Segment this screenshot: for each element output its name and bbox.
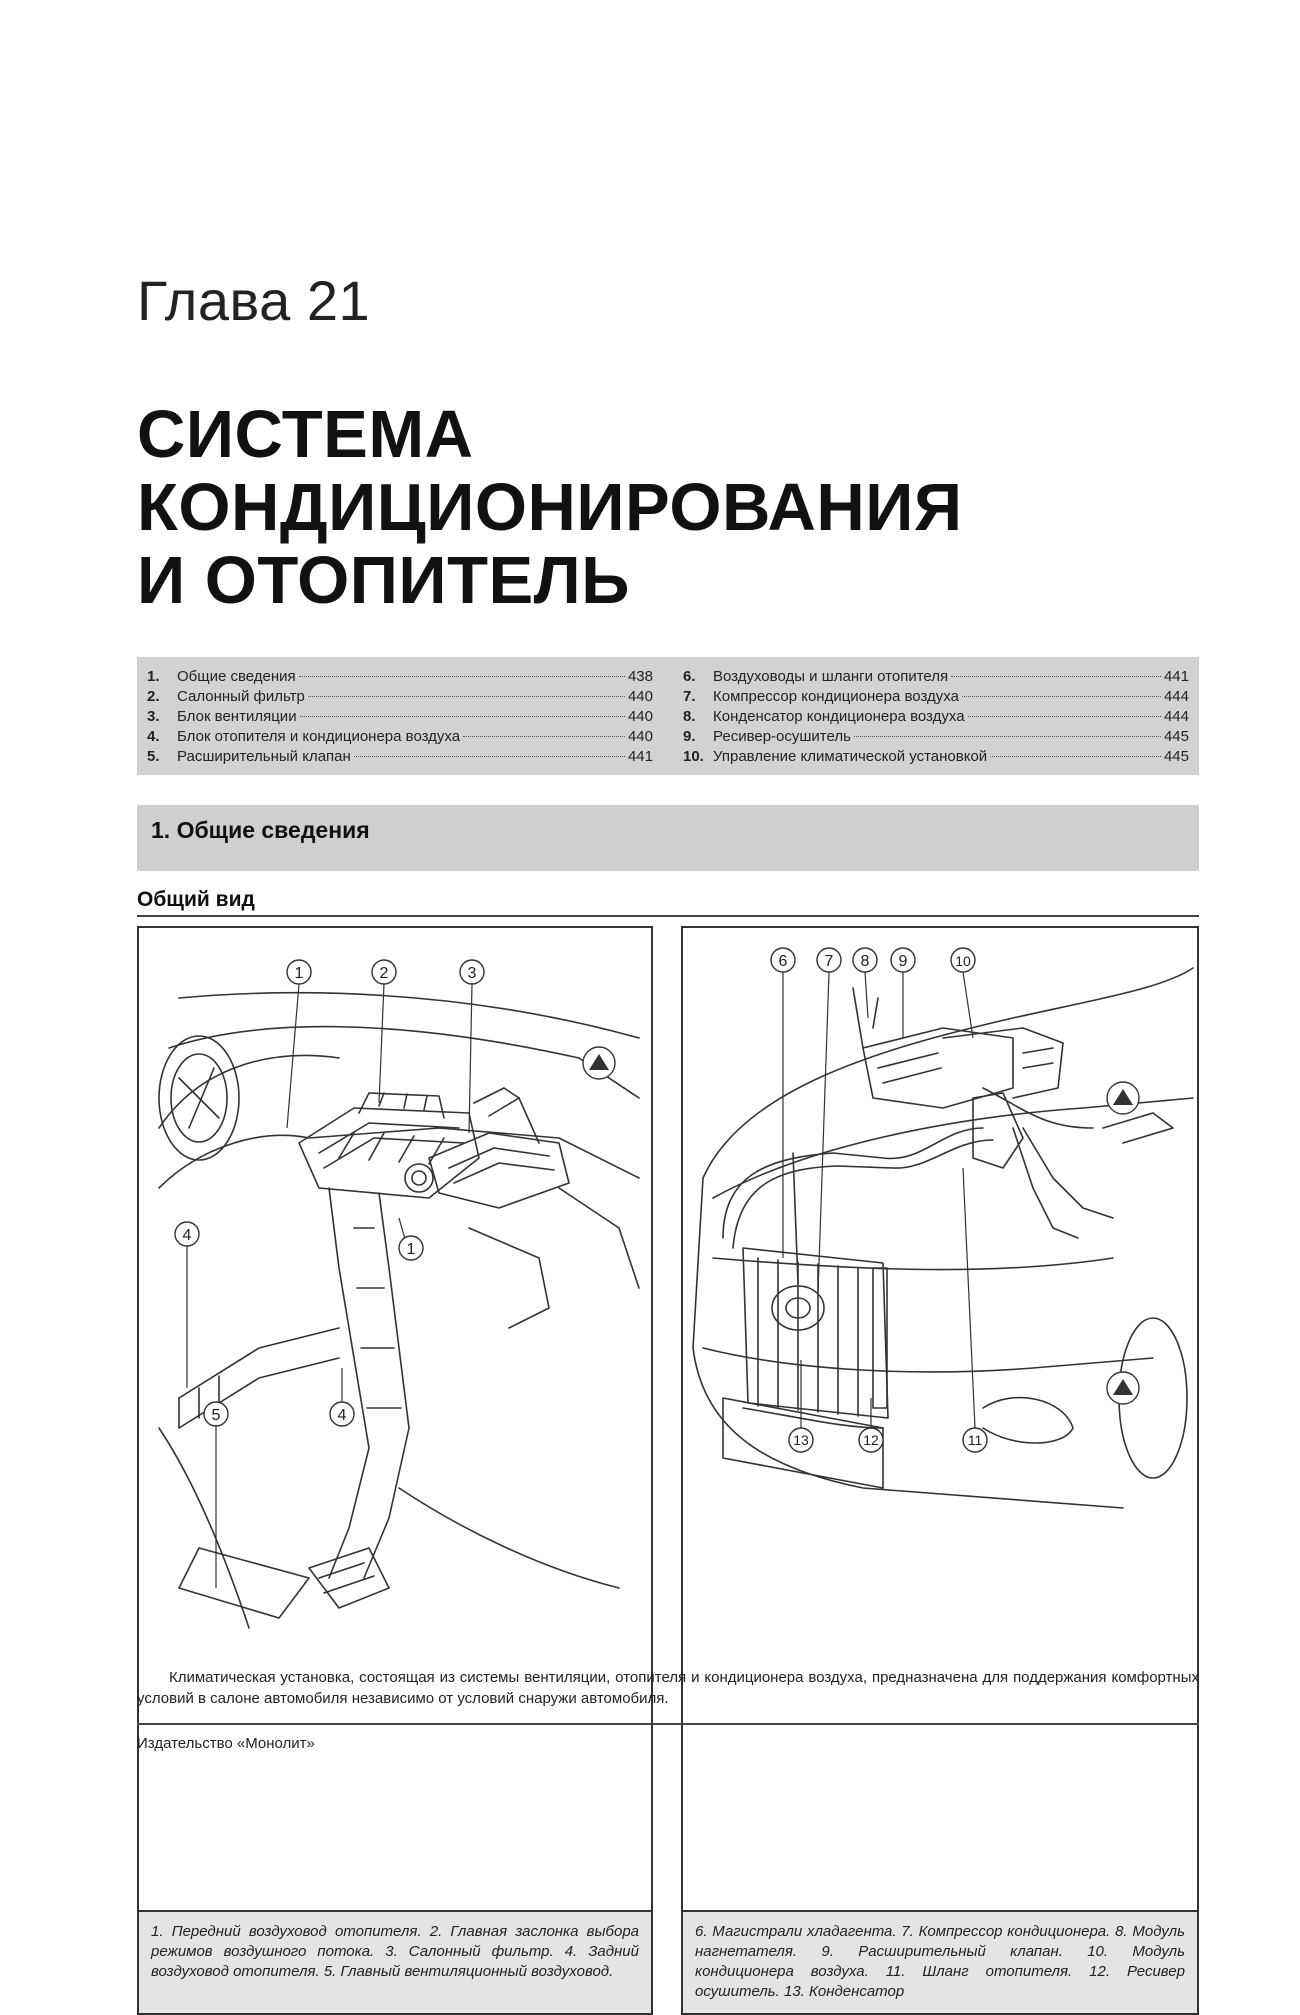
toc-num: 6.	[683, 668, 696, 685]
toc-leader	[299, 676, 625, 677]
toc-num: 10.	[683, 748, 704, 765]
toc-leader	[962, 696, 1161, 697]
callout-9: 9	[898, 953, 908, 970]
front-arrow-icon	[583, 1047, 615, 1079]
toc-column-left	[147, 667, 653, 775]
toc-num: 2.	[147, 688, 160, 705]
callout-1: 1	[294, 965, 304, 982]
toc-page: 440	[627, 688, 653, 705]
toc-num: 3.	[147, 708, 160, 725]
toc-num: 5.	[147, 748, 160, 765]
toc-num: 4.	[147, 728, 160, 745]
toc-item[interactable]	[683, 667, 1189, 687]
toc-item[interactable]	[147, 687, 653, 707]
table-of-contents	[137, 657, 1199, 775]
toc-item[interactable]	[147, 707, 653, 727]
toc-page: 444	[1163, 688, 1189, 705]
front-arrow-icon	[1107, 1372, 1139, 1404]
callout-2: 2	[379, 965, 389, 982]
toc-leader	[308, 696, 625, 697]
toc-label: Общие сведения	[177, 668, 296, 685]
toc-page: 441	[1163, 668, 1189, 685]
subheading: Общий вид	[137, 888, 255, 911]
chapter-title	[137, 398, 1237, 617]
callout-7: 7	[824, 953, 834, 970]
body-paragraph: Климатическая установка, состоящая из системы вентиляции, отопителя и кондиционера воздуха, предназначена для поддержания комфортных условий в салоне автомобиля независимо от условий снаружи автомобиля.	[137, 1669, 1199, 1707]
toc-item[interactable]	[683, 707, 1189, 727]
toc-label: Ресивер-осушитель	[713, 728, 851, 745]
toc-page: 441	[627, 748, 653, 765]
chapter-label: Глава 21	[137, 269, 371, 332]
toc-page: 444	[1163, 708, 1189, 725]
toc-page: 440	[627, 708, 653, 725]
callout-5: 5	[211, 1407, 221, 1424]
toc-label: Воздуховоды и шланги отопителя	[713, 668, 949, 685]
toc-label: Конденсатор кондиционера воздуха	[713, 708, 965, 725]
callout-4b: 4	[337, 1407, 347, 1424]
subheading-rule	[137, 915, 1199, 917]
toc-item[interactable]	[683, 687, 1189, 707]
toc-item[interactable]	[683, 727, 1189, 747]
callout-11: 11	[967, 1432, 983, 1448]
toc-page: 440	[627, 728, 653, 745]
toc-leader	[300, 716, 625, 717]
callout-8: 8	[860, 953, 870, 970]
toc-item[interactable]	[147, 747, 653, 767]
toc-item[interactable]	[683, 747, 1189, 767]
callout-13: 13	[793, 1432, 809, 1448]
footer-rule	[137, 1723, 1199, 1725]
figure-ac-engine-bay	[681, 926, 1199, 2015]
toc-leader	[951, 676, 1161, 677]
toc-page: 445	[1163, 728, 1189, 745]
callout-3: 3	[467, 965, 477, 982]
figure-left-caption: 1. Передний воздуховод отопителя. 2. Главная заслонка выбора режимов воздушного потока. 3. Салонный фильтр. 4. Задний воздуховод отопителя. 5. Главный вентиляционный воздуховод.	[139, 1910, 651, 2013]
toc-page: 445	[1163, 748, 1189, 765]
toc-num: 7.	[683, 688, 696, 705]
figure-right-caption: 6. Магистрали хладагента. 7. Компрессор кондиционера. 8. Модуль нагнетателя. 9. Расширительный клапан. 10. Модуль кондиционера воздуха. 11. Шланг отопителя. 12. Ресивер осушитель. 13. Конденсатор	[683, 1910, 1197, 2013]
callout-6: 6	[778, 953, 788, 970]
toc-leader	[463, 736, 625, 737]
figure-hvac-interior	[137, 926, 653, 2015]
toc-leader	[354, 756, 625, 757]
ac-engine-bay-drawing	[683, 928, 1197, 1888]
toc-leader	[854, 736, 1161, 737]
title-line-3: И ОТОПИТЕЛЬ	[137, 543, 630, 618]
callout-4: 4	[182, 1227, 192, 1244]
publisher-footer: Издательство «Монолит»	[137, 1735, 315, 1752]
toc-page: 438	[627, 668, 653, 685]
callout-1b: 1	[406, 1241, 416, 1258]
toc-label: Салонный фильтр	[177, 688, 305, 705]
toc-leader	[990, 756, 1161, 757]
toc-num: 1.	[147, 668, 160, 685]
callout-10: 10	[955, 953, 971, 969]
toc-item[interactable]	[147, 667, 653, 687]
toc-label: Блок отопителя и кондиционера воздуха	[177, 728, 461, 745]
toc-label: Расширительный клапан	[177, 748, 351, 765]
toc-column-right	[683, 667, 1189, 775]
section-title: 1. Общие сведения	[151, 817, 370, 843]
toc-num: 9.	[683, 728, 696, 745]
toc-num: 8.	[683, 708, 696, 725]
toc-leader	[968, 716, 1161, 717]
toc-label: Компрессор кондиционера воздуха	[713, 688, 959, 705]
toc-label: Управление климатической установкой	[713, 748, 988, 765]
title-line-1: СИСТЕМА	[137, 397, 474, 472]
toc-item[interactable]	[147, 727, 653, 747]
section-header	[137, 805, 1199, 871]
title-line-2: КОНДИЦИОНИРОВАНИЯ	[137, 470, 963, 545]
toc-label: Блок вентиляции	[177, 708, 297, 725]
callout-12: 12	[863, 1432, 879, 1448]
front-arrow-icon	[1107, 1082, 1139, 1114]
